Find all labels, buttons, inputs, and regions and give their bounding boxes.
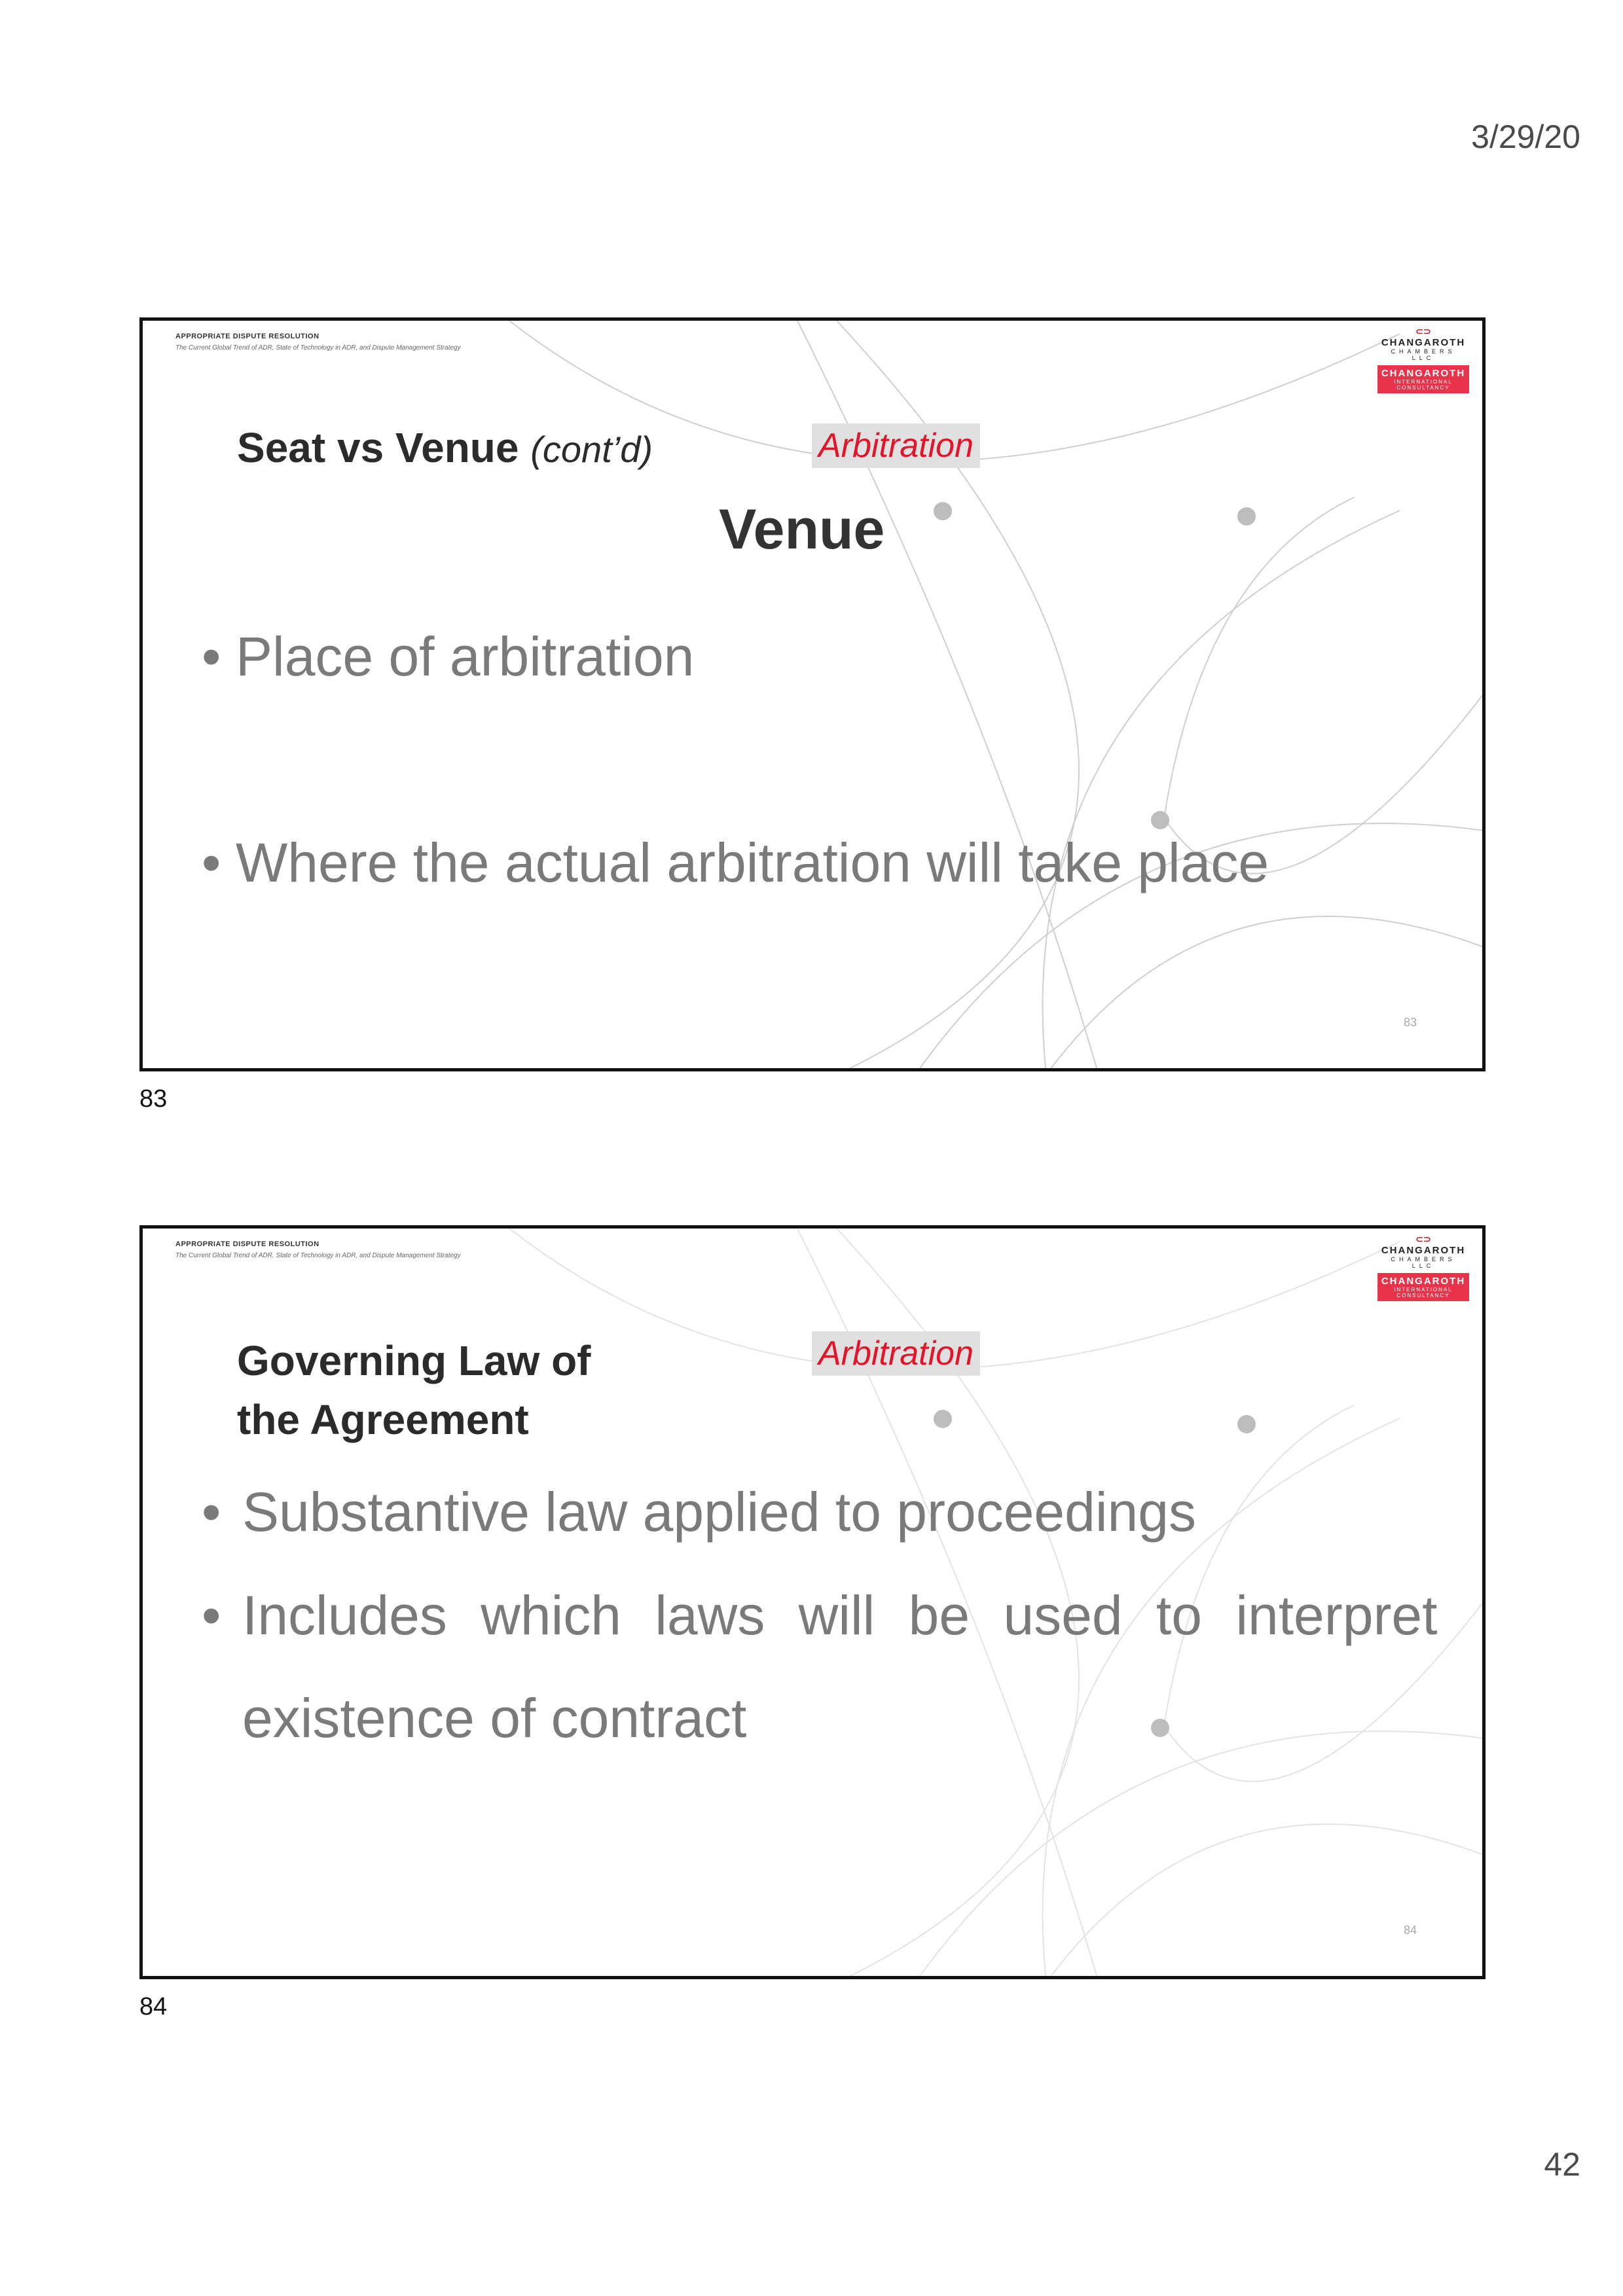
logo-name-2: CHANGAROTH xyxy=(1381,368,1466,379)
slide-heading: Venue xyxy=(719,498,885,561)
logo-name-2: CHANGAROTH xyxy=(1381,1276,1466,1287)
logo xyxy=(1377,326,1469,393)
logo-name-2-sub: INTERNATIONAL CONSULTANCY xyxy=(1394,1287,1453,1299)
header-subtitle: The Current Global Trend of ADR, State of Technology in ADR, and Dispute Management Strategy xyxy=(175,1252,461,1259)
logo-mark-icon: ⊂⊃ xyxy=(1415,1234,1431,1244)
bullet-icon: • xyxy=(202,626,221,687)
logo-name: CHANGAROTH xyxy=(1381,337,1466,348)
logo-red-block xyxy=(1377,1273,1469,1301)
slide-title xyxy=(237,1332,591,1449)
header-title: APPROPRIATE DISPUTE RESOLUTION xyxy=(175,1240,319,1248)
logo-name: CHANGAROTH xyxy=(1381,1245,1466,1256)
bullet-continuation: existence of contract xyxy=(242,1687,747,1749)
slide-title-line-1: Governing Law of xyxy=(237,1337,591,1384)
slide-inner-number: 84 xyxy=(1403,1924,1417,1937)
bullet-item: • Substantive law applied to proceedings xyxy=(202,1481,1196,1543)
topic-tag: Arbitration xyxy=(812,1331,980,1376)
bullet-item: • Includes which laws will be used to interpret xyxy=(202,1585,1438,1646)
bullet-item: • Place of arbitration xyxy=(202,626,695,687)
logo-red-block xyxy=(1377,365,1469,393)
slide-title-italic: (cont’d) xyxy=(530,429,653,470)
slide-title-bold: Seat vs Venue xyxy=(237,424,519,471)
slide-84 xyxy=(139,1225,1486,1979)
logo-mark-icon: ⊂⊃ xyxy=(1415,326,1431,336)
logo-name-sub: CHAMBERS LLC xyxy=(1391,1256,1456,1269)
slide-83 xyxy=(139,317,1486,1071)
slide-title-line-2: the Agreement xyxy=(237,1395,529,1443)
header-subtitle: The Current Global Trend of ADR, State of Technology in ADR, and Dispute Management Strategy xyxy=(175,344,461,351)
slide-number: 83 xyxy=(139,1085,168,1113)
logo xyxy=(1377,1234,1469,1301)
topic-tag: Arbitration xyxy=(812,423,980,468)
page-date: 3/29/20 xyxy=(1471,118,1580,155)
logo-name-sub: CHAMBERS LLC xyxy=(1391,348,1456,361)
logo-name-2-sub: INTERNATIONAL CONSULTANCY xyxy=(1394,379,1453,391)
bullet-icon: • xyxy=(202,1585,221,1646)
slide-title xyxy=(237,419,653,478)
slide-number: 84 xyxy=(139,1993,168,2020)
header-title: APPROPRIATE DISPUTE RESOLUTION xyxy=(175,332,319,340)
slide-inner-number: 83 xyxy=(1403,1016,1417,1029)
bullet-icon: • xyxy=(202,832,221,893)
page-number: 42 xyxy=(1544,2146,1580,2183)
bullet-icon: • xyxy=(202,1481,221,1543)
bullet-item: • Where the actual arbitration will take place xyxy=(202,832,1269,893)
